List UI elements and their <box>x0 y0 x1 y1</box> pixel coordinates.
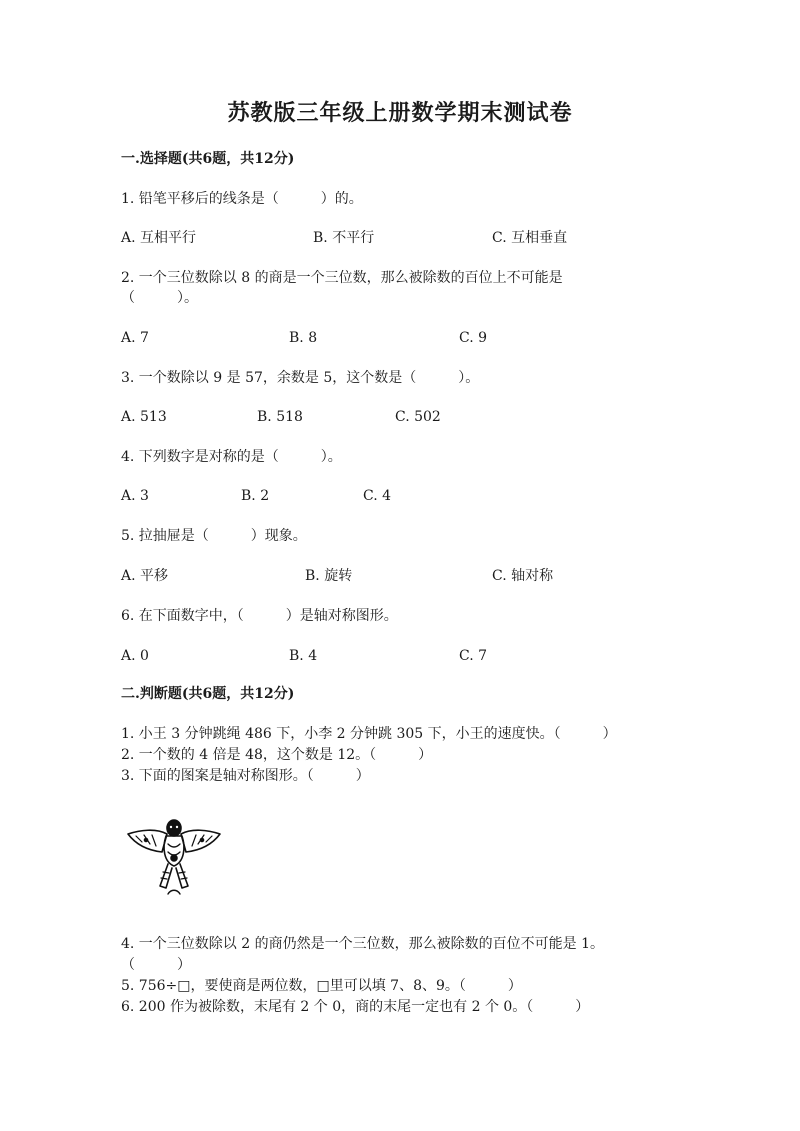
question-5-option-b: B. 旋转 <box>305 568 353 584</box>
question-5-option-a: A. 平移 <box>121 568 169 584</box>
question-6-option-a: A. 0 <box>121 648 149 664</box>
section-heading-choice: 一.选择题(共6题，共12分) <box>121 151 295 167</box>
judgement-item-1: 1. 小王 3 分钟跳绳 486 下，小李 2 分钟跳 305 下，小王的速度快。（ ） <box>121 726 617 742</box>
question-6-text: 6. 在下面数字中，（ ）是轴对称图形。 <box>121 608 398 624</box>
question-3-option-a: A. 513 <box>121 409 167 425</box>
question-5-text: 5. 拉抽屉是（ ）现象。 <box>121 528 307 544</box>
judgement-item-4-line1: 4. 一个三位数除以 2 的商仍然是一个三位数，那么被除数的百位不可能是 1。 <box>121 936 604 952</box>
question-2-text-line2: （ ）。 <box>121 290 198 306</box>
question-4-option-a: A. 3 <box>121 488 149 504</box>
question-1-option-c: C. 互相垂直 <box>492 230 568 246</box>
question-1-text: 1. 铅笔平移后的线条是（ ）的。 <box>121 191 363 207</box>
question-5-option-c: C. 轴对称 <box>492 568 554 584</box>
question-4-option-b: B. 2 <box>241 488 270 504</box>
judgement-item-6: 6. 200 作为被除数，末尾有 2 个 0，商的末尾一定也有 2 个 0。（ ） <box>121 999 590 1015</box>
question-3-option-c: C. 502 <box>395 409 441 425</box>
question-4-option-c: C. 4 <box>363 488 392 504</box>
kite-figure <box>126 818 222 896</box>
judgement-item-2: 2. 一个数的 4 倍是 48，这个数是 12。（ ） <box>121 747 433 763</box>
judgement-item-5: 5. 756÷□，要使商是两位数，□里可以填 7、8、9。（ ） <box>121 978 522 994</box>
section-heading-judgement: 二.判断题(共6题，共12分) <box>121 686 295 702</box>
question-6-option-c: C. 7 <box>459 648 488 664</box>
judgement-item-3: 3. 下面的图案是轴对称图形。（ ） <box>121 768 370 784</box>
question-3-option-b: B. 518 <box>257 409 303 425</box>
question-2-option-b: B. 8 <box>289 330 318 346</box>
page-title: 苏教版三年级上册数学期末测试卷 <box>227 100 573 126</box>
question-4-text: 4. 下列数字是对称的是（ ）。 <box>121 449 342 465</box>
question-2-text-line1: 2. 一个三位数除以 8 的商是一个三位数，那么被除数的百位上不可能是 <box>121 270 563 286</box>
question-3-text: 3. 一个数除以 9 是 57，余数是 5，这个数是（ ）。 <box>121 370 480 386</box>
question-2-option-c: C. 9 <box>459 330 488 346</box>
judgement-item-4-line2: （ ） <box>121 957 191 973</box>
question-6-option-b: B. 4 <box>289 648 318 664</box>
question-1-option-b: B. 不平行 <box>313 230 375 246</box>
question-1-option-a: A. 互相平行 <box>121 230 197 246</box>
question-2-option-a: A. 7 <box>121 330 149 346</box>
